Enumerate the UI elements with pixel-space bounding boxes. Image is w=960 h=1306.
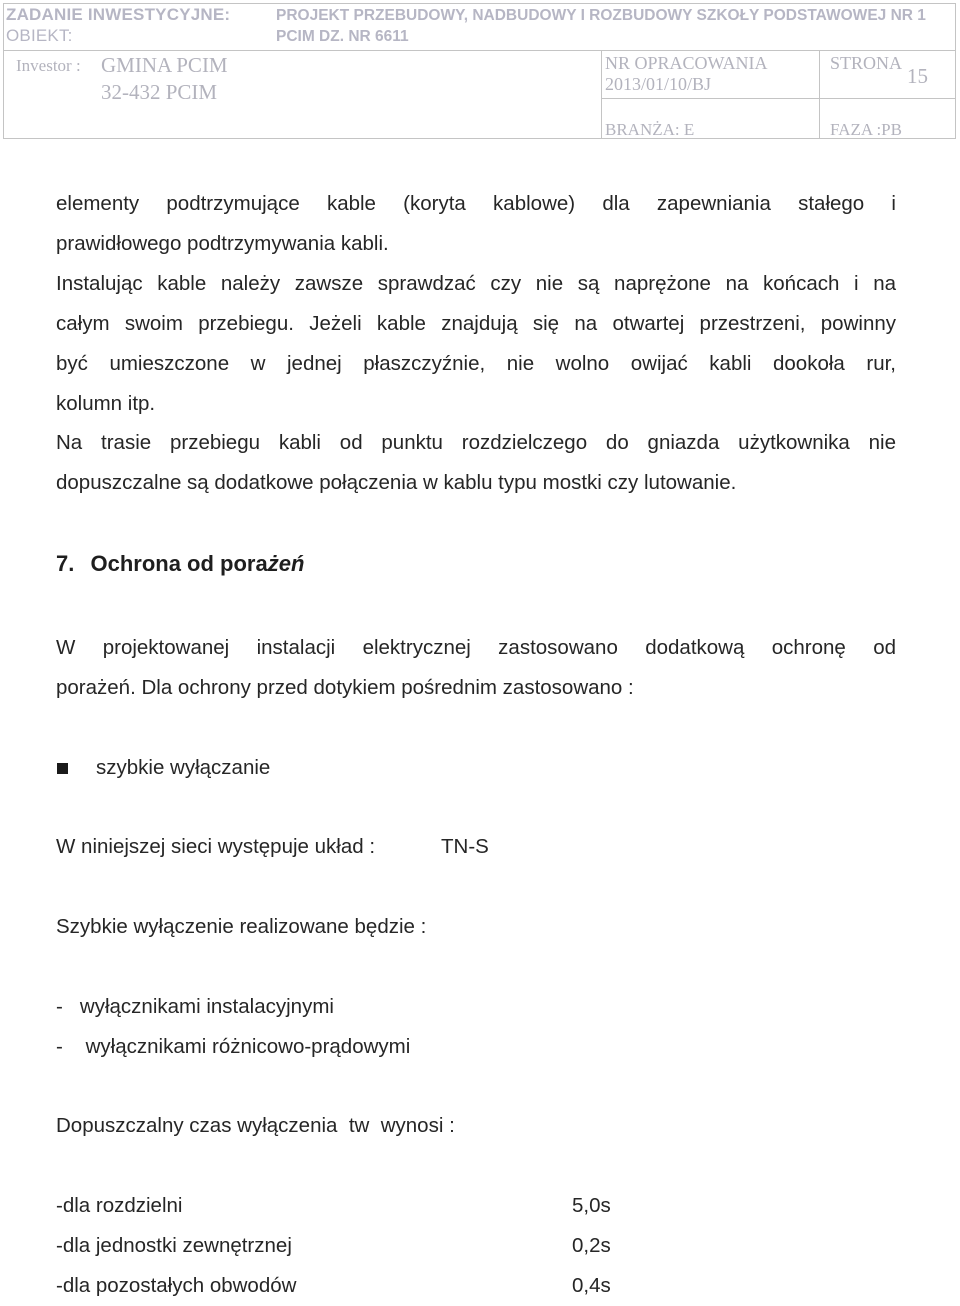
doc-number-value: 2013/01/10/BJ bbox=[605, 74, 712, 94]
time-row-label: -dla rozdzielni bbox=[56, 1194, 183, 1217]
doc-number-label: NR OPRACOWANIA bbox=[605, 53, 768, 73]
investment-value: PROJEKT PRZEBUDOWY, NADBUDOWY I ROZBUDOWY SZKOŁY PODSTAWOWEJ NR 1 bbox=[276, 7, 926, 24]
object-label: OBIEKT: bbox=[6, 26, 73, 45]
paragraph-line: być umieszczone w jednej płaszczyźnie, nie wolno owijać kabli dookoła rur, bbox=[56, 352, 896, 375]
section-heading bbox=[56, 551, 304, 577]
paragraph-line: elementy podtrzymujące kable (koryta kablowe) dla zapewniania stałego i bbox=[56, 192, 896, 215]
network-label: W niniejszej sieci występuje układ : bbox=[56, 835, 376, 858]
paragraph-line: Instalując kable należy zawsze sprawdzać czy nie są naprężone na końcach i na bbox=[56, 272, 896, 295]
list-item: - wyłącznikami różnicowo-prądowymi bbox=[56, 1035, 411, 1058]
section-title: Ochrona od pora bbox=[90, 551, 268, 576]
paragraph-line: W projektowanej instalacji elektrycznej zastosowano dodatkową ochronę od bbox=[56, 636, 896, 659]
time-label: Dopuszczalny czas wyłączenia tw wynosi : bbox=[56, 1114, 455, 1137]
paragraph-line: porażeń. Dla ochrony przed dotykiem pośrednim zastosowano : bbox=[56, 676, 634, 699]
phase-label: FAZA :PB bbox=[830, 120, 902, 139]
investor-name: GMINA PCIM bbox=[101, 53, 228, 77]
paragraph-line: kolumn itp. bbox=[56, 392, 156, 415]
time-row-label: -dla pozostałych obwodów bbox=[56, 1274, 297, 1297]
page-number: 15 bbox=[907, 64, 928, 88]
investor-address: 32-432 PCIM bbox=[101, 80, 218, 104]
paragraph-line: prawidłowego podtrzymywania kabli. bbox=[56, 232, 389, 255]
page-label: STRONA bbox=[830, 53, 903, 73]
paragraph-line: Na trasie przebiegu kabli od punktu rozdzielczego do gniazda użytkownika nie bbox=[56, 431, 896, 454]
paragraph-line: dopuszczalne są dodatkowe połączenia w kablu typu mostki czy lutowanie. bbox=[56, 471, 737, 494]
branch-label: BRANŻA: E bbox=[605, 120, 695, 139]
time-row-value: 0,4s bbox=[572, 1274, 611, 1297]
time-row-value: 0,2s bbox=[572, 1234, 611, 1257]
paragraph-line: całym swoim przebiegu. Jeżeli kable znajdują się na otwartej przestrzeni, powinny bbox=[56, 312, 896, 335]
investment-label: ZADANIE INWESTYCYJNE: bbox=[6, 5, 231, 24]
network-value: TN-S bbox=[441, 835, 489, 858]
bullet-item: szybkie wyłączanie bbox=[96, 756, 271, 779]
header-title-row bbox=[4, 4, 955, 51]
section-number: 7. bbox=[56, 551, 75, 576]
investor-label: Investor : bbox=[16, 56, 81, 75]
time-row-label: -dla jednostki zewnętrznej bbox=[56, 1234, 292, 1257]
section-title-italic: żeń bbox=[267, 551, 305, 576]
divider bbox=[601, 50, 602, 138]
time-row-value: 5,0s bbox=[572, 1194, 611, 1217]
divider bbox=[819, 50, 820, 138]
square-bullet-icon bbox=[57, 763, 68, 774]
realization-label: Szybkie wyłączenie realizowane będzie : bbox=[56, 915, 427, 938]
list-item: - wyłącznikami instalacyjnymi bbox=[56, 995, 334, 1018]
object-value: PCIM DZ. NR 6611 bbox=[276, 28, 409, 45]
divider bbox=[601, 98, 955, 99]
document-header bbox=[3, 3, 956, 139]
